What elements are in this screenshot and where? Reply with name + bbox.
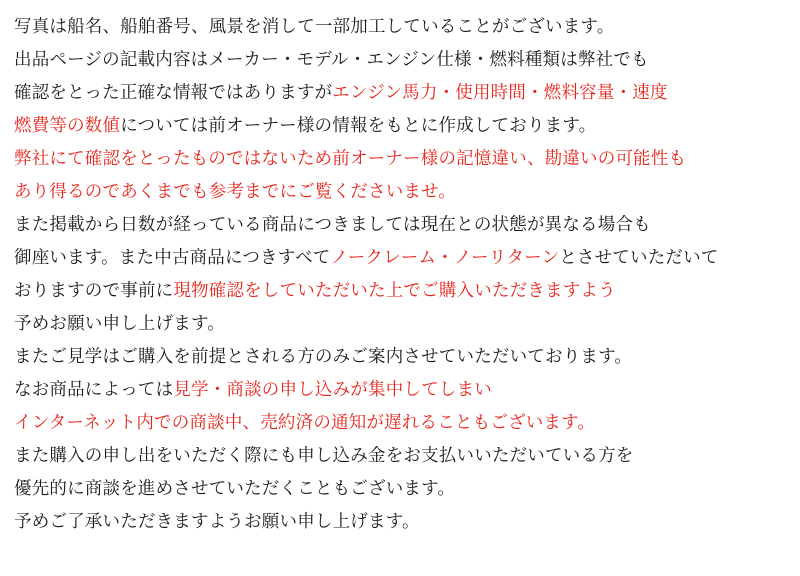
notice-line	[14, 142, 786, 175]
notice-line	[14, 274, 786, 307]
highlighted-text: エンジン馬力・使用時間・燃料容量・速度	[332, 82, 668, 102]
notice-line	[14, 109, 786, 142]
highlighted-text: あり得るのであくまでも参考までにご覧くださいませ。	[14, 181, 456, 201]
body-text: 写真は船名、船舶番号、風景を消して一部加工していることがございます。	[14, 16, 615, 36]
notice-line	[14, 439, 786, 472]
highlighted-text: ノークレーム・ノーリターン	[330, 247, 560, 267]
body-text: また掲載から日数が経っている商品につきましては現在との状態が異なる場合も	[14, 214, 651, 234]
body-text: おりますので事前に	[14, 280, 174, 300]
notice-line	[14, 340, 786, 373]
notice-line	[14, 241, 786, 274]
notice-line	[14, 10, 786, 43]
body-text: 御座います。また中古商品につきすべて	[14, 247, 331, 267]
notice-line	[14, 406, 786, 439]
body-text: また購入の申し出をいただく際にも申し込み金をお支払いいただいている方を	[14, 445, 634, 465]
body-text: 出品ページの記載内容はメーカー・モデル・エンジン仕様・燃料種類は弊社でも	[14, 49, 649, 69]
notice-line	[14, 208, 786, 241]
highlighted-text: 燃費等の数値	[14, 115, 121, 135]
body-text: またご見学はご購入を前提とされる方のみご案内させていただいております。	[14, 346, 633, 366]
notice-line	[14, 307, 786, 340]
highlighted-text: インターネット内での商談中、売約済の通知が遅れることもございます。	[14, 412, 596, 432]
highlighted-text: 見学・商談の申し込みが集中してしまい	[173, 379, 492, 399]
notice-line	[14, 472, 786, 505]
highlighted-text: 現物確認をしていただいた上でご購入いただきますよう	[173, 280, 616, 300]
notice-line	[14, 505, 786, 538]
body-text: なお商品によっては	[14, 379, 174, 399]
body-text: 予めお願い申し上げます。	[14, 313, 225, 333]
notice-line	[14, 76, 786, 109]
notice-line	[14, 175, 786, 208]
body-text: 優先的に商談を進めさせていただくこともございます。	[14, 478, 456, 498]
body-text: 予めご了承いただきますようお願い申し上げます。	[14, 511, 420, 531]
notice-line	[14, 373, 786, 406]
body-text: 確認をとった正確な情報ではありますが	[14, 82, 333, 102]
highlighted-text: 弊社にて確認をとったものではないため前オーナー様の記憶違い、勘違いの可能性も	[14, 148, 687, 168]
body-text: については前オーナー様の情報をもとに作成しております。	[120, 115, 597, 135]
body-text: とさせていただいて	[559, 247, 719, 267]
notice-line	[14, 43, 786, 76]
